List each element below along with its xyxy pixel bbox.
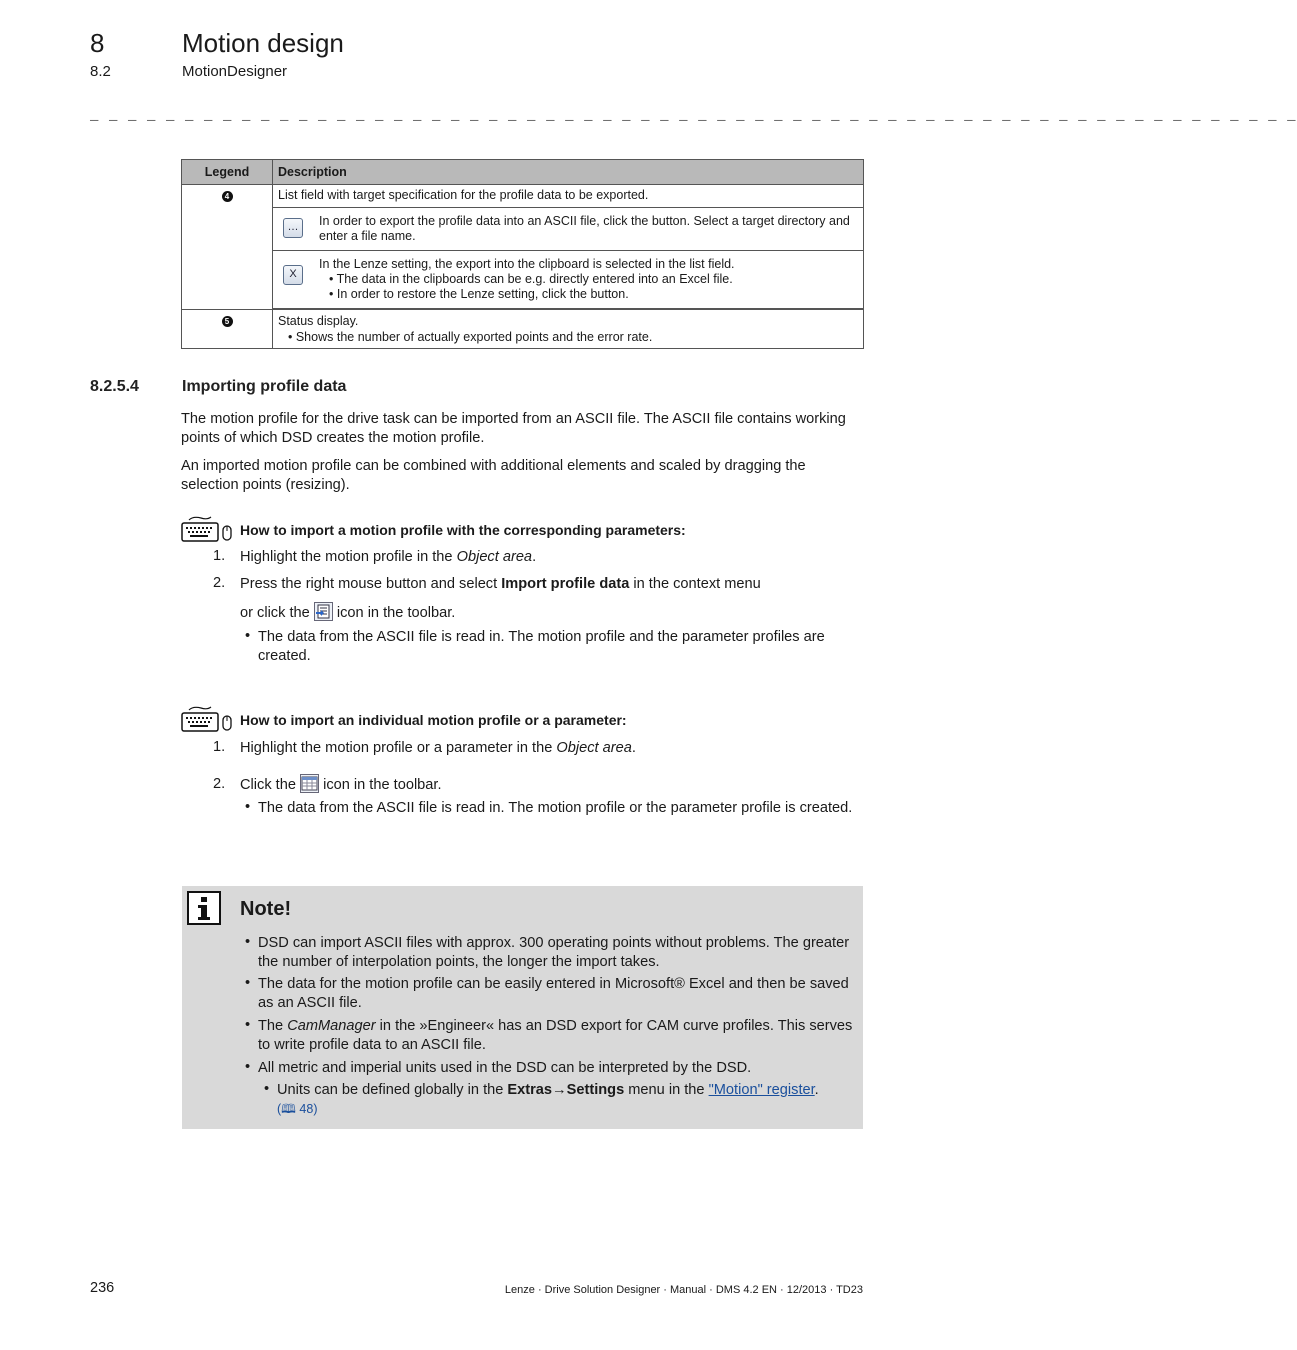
note-bullet: All metric and imperial units used in the DSD can be interpreted by the DSD.	[258, 1060, 752, 1076]
footer-text: Lenze · Drive Solution Designer · Manual · DMS 4.2 EN · 12/2013 · TD23	[504, 1284, 863, 1296]
howto-heading: How to import a motion profile with the corresponding parameters:	[240, 522, 686, 538]
step-text: Click the icon in the toolbar.	[240, 774, 442, 795]
legend-subrow-text: In order to export the profile data into an ASCII file, click the button. Select a target directory and enter a file name.	[319, 214, 850, 243]
bullet-marker: •	[245, 934, 251, 950]
step-number: 2.	[213, 575, 226, 591]
subsection-number: 8.2.5.4	[90, 378, 139, 395]
legend-subrow-bullet: • The data in the clipboards can be e.g. directly entered into an Excel file.	[329, 272, 733, 286]
step-number: 1.	[213, 548, 226, 564]
import-parameter-icon	[300, 774, 319, 793]
info-icon	[187, 891, 221, 925]
description-column-header: Description	[273, 160, 864, 185]
howto-heading: How to import an individual motion profile or a parameter:	[240, 712, 627, 728]
bullet-marker: •	[245, 1017, 251, 1033]
legend-subrow-bullet: • In order to restore the Lenze setting, click the button.	[329, 287, 629, 301]
keyboard-mouse-icon	[181, 516, 233, 542]
legend-text: List field with target specification for the profile data to be exported.	[278, 188, 649, 202]
paragraph: An imported motion profile can be combined with additional elements and scaled by dragging the selection points (resizing).	[181, 458, 806, 493]
bullet-marker: •	[245, 799, 251, 815]
bullet-marker: •	[245, 628, 251, 644]
keyboard-mouse-icon	[181, 706, 233, 732]
subsection-title: Importing profile data	[182, 378, 347, 395]
bullet-marker: •	[264, 1081, 270, 1097]
motion-register-link[interactable]: "Motion" register	[708, 1082, 815, 1098]
bullet-text: The data from the ASCII file is read in. The motion profile and the parameter profiles are created.	[258, 629, 825, 664]
step-text: or click the icon in the toolbar.	[240, 602, 455, 623]
step-text: Highlight the motion profile in the Object area.	[240, 549, 537, 565]
page-reference-link[interactable]: (🕮 48)	[277, 1102, 318, 1116]
legend-subrow-text: In the Lenze setting, the export into the clipboard is selected in the list field.	[319, 257, 735, 271]
note-sub-bullet: Units can be defined globally in the Extras→Settings menu in the "Motion" register. (🕮 48)	[277, 1082, 819, 1116]
bullet-marker: •	[245, 1059, 251, 1075]
step-text: Highlight the motion profile or a parameter in the Object area.	[240, 740, 636, 756]
legend-subrow-clipboard	[272, 251, 864, 309]
legend-subrow-export-file	[272, 207, 864, 251]
paragraph: The motion profile for the drive task can be imported from an ASCII file. The ASCII file contains working points of which DSD creates the motion profile.	[181, 411, 846, 446]
header-separator: _ _ _ _ _ _ _ _ _ _ _ _ _ _ _ _ _ _ _ _ _ _ _ _ _ _ _ _ _ _ _ _ _ _ _ _ _ _ _ _ _ _ _ _ _ _ _ _ _ _ _ _ _ _ _ _ _ _ _ _ _ _ _ _	[90, 108, 1297, 124]
legend-mark-4	[182, 185, 273, 310]
note-bullet: The data for the motion profile can be easily entered in Microsoft® Excel and then be saved as an ASCII file.	[258, 976, 849, 1011]
note-bullet: The CamManager in the »Engineer« has an DSD export for CAM curve profiles. This serves to write profile data to an ASCII file.	[258, 1018, 853, 1053]
legend-bullet: • Shows the number of actually exported points and the error rate.	[288, 330, 653, 344]
step-number: 2.	[213, 776, 226, 792]
section-number: 8.2	[90, 63, 111, 80]
bullet-text: The data from the ASCII file is read in. The motion profile or the parameter profile is created.	[258, 800, 853, 816]
legend-description-4	[273, 185, 864, 310]
clipboard-x-button-icon: X	[283, 265, 303, 285]
step-number: 1.	[213, 739, 226, 755]
legend-mark-5	[182, 310, 273, 349]
chapter-title: Motion design	[182, 28, 344, 58]
bullet-marker: •	[245, 975, 251, 991]
step-text: Press the right mouse button and select Import profile data in the context menu	[240, 576, 761, 592]
import-profile-data-icon	[314, 602, 333, 621]
section-title: MotionDesigner	[182, 63, 288, 80]
legend-text: Status display.	[278, 314, 359, 328]
ellipsis-button-icon: …	[283, 218, 303, 238]
chapter-number: 8	[90, 28, 105, 58]
legend-column-header: Legend	[182, 160, 273, 185]
legend-description-5	[273, 310, 864, 349]
note-bullet: DSD can import ASCII files with approx. 300 operating points without problems. The greater the number of interpolation points, the longer the import takes.	[258, 935, 850, 970]
book-icon: 🕮	[281, 1102, 296, 1116]
circled-number-icon: 5	[222, 316, 233, 327]
page-number: 236	[90, 1280, 115, 1296]
circled-number-icon: 4	[222, 191, 233, 202]
legend-table	[181, 159, 864, 349]
note-title: Note!	[240, 898, 292, 920]
